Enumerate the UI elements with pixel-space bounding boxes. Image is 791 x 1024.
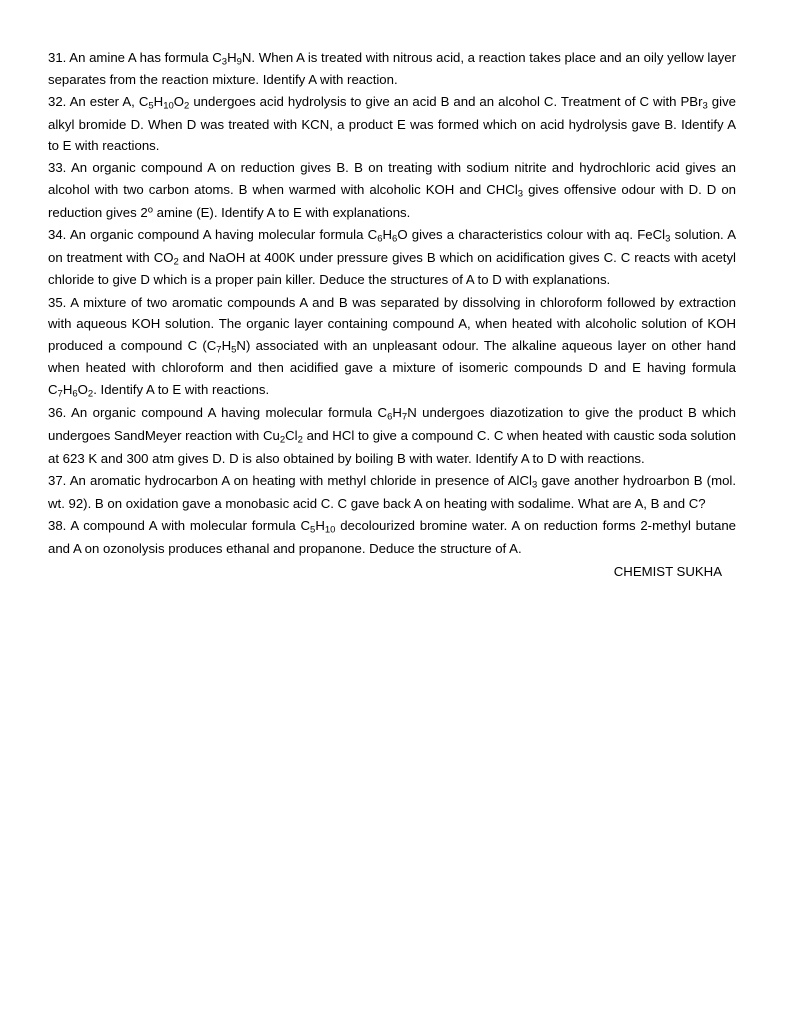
- question-32: 32. An ester A, $C_5H_{10}O_2$ undergoes acid hydrolysis to give an acid B and an alcohol C. Treatment of C with PBr$_3$ give alkyl bromide D. When D was treated with KCN, a product E was formed which on acid hydrolysis gave B. Identify A to E with reactions.: [48, 93, 737, 153]
- signature: CHEMIST SUKHA: [613, 563, 722, 579]
- question-36: 36. An organic compound A having molecular formula $C_6H_7N$ undergoes diazotization to give the product B which undergoes SandMeyer reaction with $Cu_2Cl_2$ and HCl to give a compound C. C when heated with caustic soda solution at 623 K and 300 atm gives D. D is also obtained by boiling B with water. Identify A to D with reactions.: [48, 405, 736, 466]
- document-body: [48, 48, 736, 582]
- question-33: 33. An organic compound A on reduction gives B. B on treating with sodium nitrite and hydrochloric acid gives an alcohol with two carbon atoms. B when warmed with alcoholic KOH and CHCl$_3$ gives offensive odour with D. D on reduction gives 2$^o$ amine (E). Identify A to E with explanations.: [48, 160, 736, 220]
- question-34: 34. An organic compound A having molecular formula $C_6H_6O$ gives a characteristics colour with aq. FeCl$_3$ solution. A on treatment with $CO_2$ and NaOH at 400K under pressure gives B which on acidification gives C. C reacts with acetyl chloride to give D which is a proper pain killer. Deduce the structures of A to D with explanations.: [48, 226, 737, 288]
- question-37: 37. An aromatic hydrocarbon A on heating with methyl chloride in presence of AlCl$_3$ gave another hydroarbon B (mol. wt. 92). B on oxidation gave a monobasic acid C. C gave back A on heating with sodalime. What are A, B and C?: [48, 473, 736, 511]
- question-31: 31. An amine A has formula $C_3H_9N$. When A is treated with nitrous acid, a reaction takes place and an oily yellow layer separates from the reaction mixture. Identify A with reaction.: [48, 50, 737, 87]
- question-38: 38. A compound A with molecular formula $C_5H_{10}$ decolourized bromine water. A on reduction forms 2-methyl butane and A on ozonolysis produces ethanal and propanone. Deduce the structure of A.: [48, 518, 736, 557]
- question-35: 35. A mixture of two aromatic compounds A and B was separated by dissolving in chloroform followed by extraction with aqueous KOH solution. The organic layer containing compound A, when heated with alcoholic solution of KOH produced a compound C $(C_7H_5N)$ associated with an unpleasant odour. The alkaline aqueous layer on other hand when heated with chloroform and then acidified gave a mixture of isomeric compounds D and E having formula $C_7H_6O_2$. Identify A to E with reactions.: [48, 294, 736, 399]
